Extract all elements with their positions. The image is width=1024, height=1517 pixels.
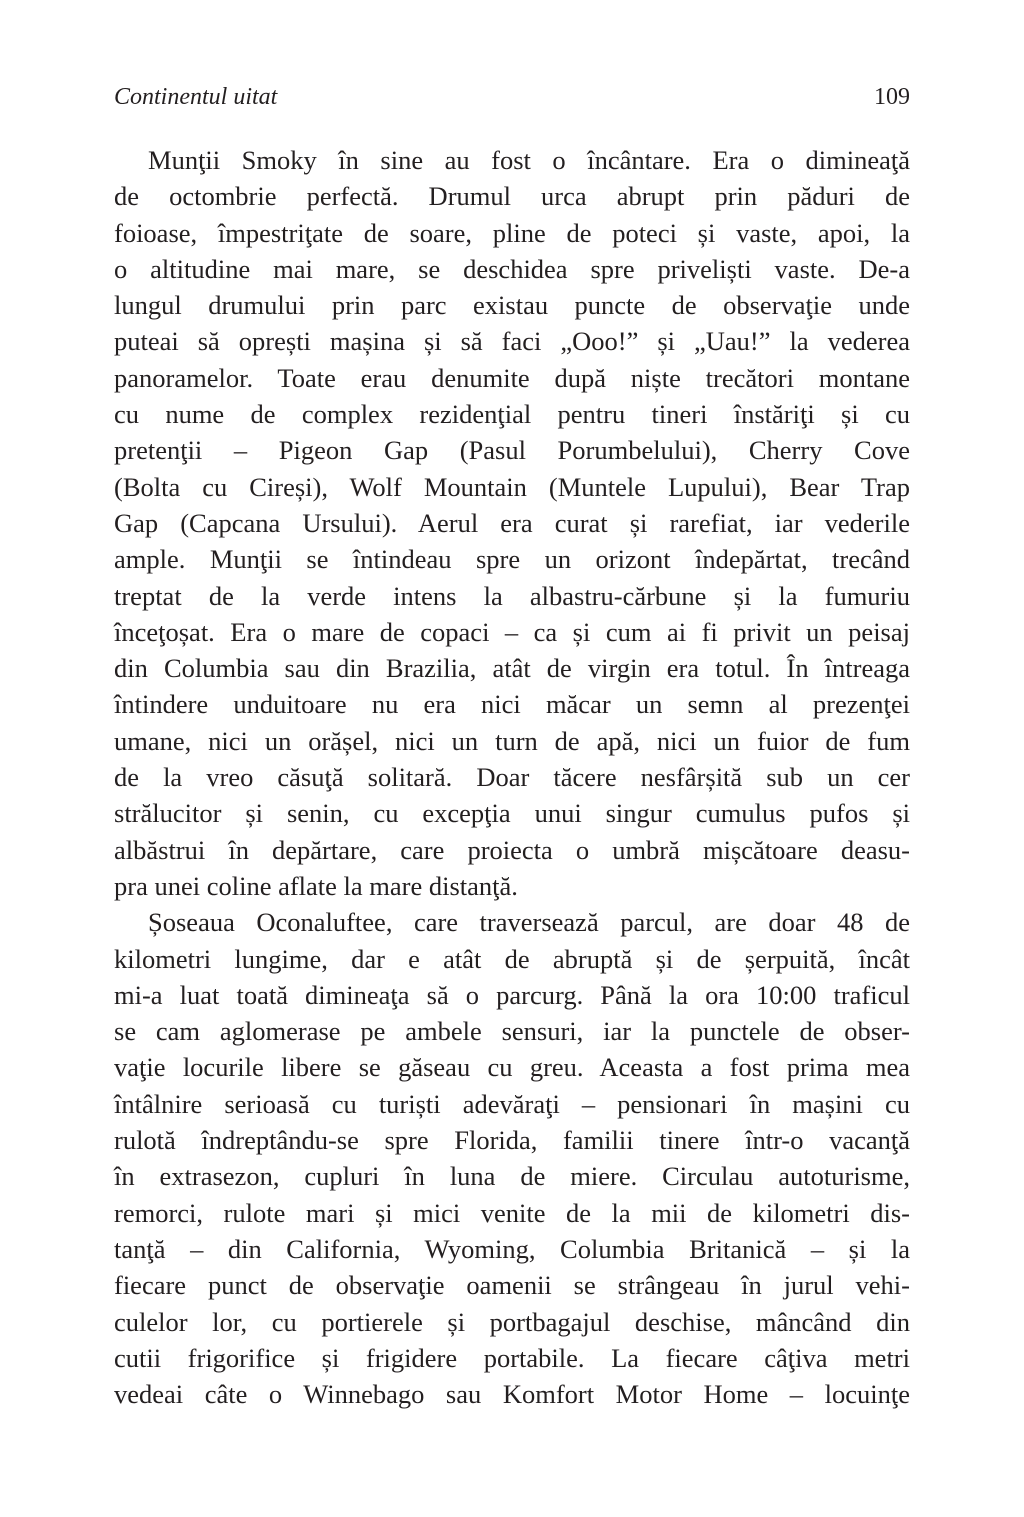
text-line: kilometri lungime, dar e atât de abruptă și de șerpuită, încât bbox=[114, 943, 910, 974]
text-line: fiecare punct de observaţie oamenii se strângeau în jurul vehi- bbox=[114, 1270, 910, 1301]
text-line: de octombrie perfectă. Drumul urca abrupt prin păduri de bbox=[114, 181, 910, 212]
text-line: vaţie locurile libere se găseau cu greu. Aceasta a fost prima mea bbox=[114, 1052, 910, 1083]
text-line: de la vreo căsuţă solitară. Doar tăcere nesfârșită sub un cer bbox=[114, 762, 910, 793]
page-number: 109 bbox=[874, 84, 910, 110]
text-line: întâlnire serioasă cu turiști adevăraţi – pensionari în mașini cu bbox=[114, 1088, 910, 1119]
paragraph-1 bbox=[114, 142, 910, 904]
text-line: rulotă îndreptându-se spre Florida, familii tinere într-o vacanţă bbox=[114, 1125, 910, 1156]
text-line: panoramelor. Toate erau denumite după niște trecători montane bbox=[114, 362, 910, 393]
text-line: ample. Munţii se întindeau spre un orizont îndepărtat, trecând bbox=[114, 544, 910, 575]
text-line: vedeai câte o Winnebago sau Komfort Motor Home – locuinţe bbox=[114, 1379, 910, 1410]
text-line: în extrasezon, cupluri în luna de miere. Circulau autoturisme, bbox=[114, 1161, 910, 1192]
text-line: remorci, rulote mari și mici venite de la mii de kilometri dis- bbox=[114, 1197, 910, 1228]
text-line: tanţă – din California, Wyoming, Columbia Britanică – și la bbox=[114, 1233, 910, 1264]
paragraph-2 bbox=[114, 904, 910, 1412]
text-line: cu nume de complex rezidenţial pentru tineri înstăriţi și cu bbox=[114, 399, 910, 430]
text-line: lungul drumului prin parc existau puncte de observaţie unde bbox=[114, 290, 910, 321]
text-line: foioase, împestriţate de soare, pline de poteci și vaste, apoi, la bbox=[114, 217, 910, 248]
text-line: albăstrui în depărtare, care proiecta o umbră mișcătoare deasu- bbox=[114, 834, 910, 865]
text-line: o altitudine mai mare, se deschidea spre priveliști vaste. De-a bbox=[114, 253, 910, 284]
text-line: înceţoșat. Era o mare de copaci – ca și cum ai fi privit un peisaj bbox=[114, 616, 910, 647]
text-line: strălucitor și senin, cu excepţia unui singur cumulus pufos și bbox=[114, 798, 910, 829]
body-text bbox=[114, 142, 910, 1412]
running-header bbox=[114, 84, 910, 124]
text-line: pretenţii – Pigeon Gap (Pasul Porumbelului), Cherry Cove bbox=[114, 435, 910, 466]
text-line: Munţii Smoky în sine au fost o încântare. Era o dimineaţă bbox=[148, 145, 910, 175]
text-line: culelor lor, cu portierele și portbagajul deschise, mâncând din bbox=[114, 1306, 910, 1337]
text-line: umane, nici un orășel, nici un turn de apă, nici un fuior de fum bbox=[114, 725, 910, 756]
text-line: puteai să oprești mașina și să faci „Ooo!” și „Uau!” la vederea bbox=[114, 326, 910, 357]
text-line: întindere unduitoare nu era nici măcar un semn al prezenţei bbox=[114, 689, 910, 720]
text-line: se cam aglomerase pe ambele sensuri, iar la punctele de obser- bbox=[114, 1016, 910, 1047]
text-line: din Columbia sau din Brazilia, atât de virgin era totul. În întreaga bbox=[114, 653, 910, 684]
text-line: Șoseaua Oconaluftee, care traversează parcul, are doar 48 de bbox=[148, 907, 910, 938]
text-line: mi-a luat toată dimineaţa să o parcurg. Până la ora 10:00 traficul bbox=[114, 979, 910, 1010]
text-line: treptat de la verde intens la albastru-cărbune și la fumuriu bbox=[114, 580, 910, 611]
running-title: Continentul uitat bbox=[114, 84, 278, 110]
book-page bbox=[114, 84, 910, 1412]
text-line: pra unei coline aflate la mare distanţă. bbox=[114, 870, 518, 901]
text-line: cutii frigorifice și frigidere portabile. La fiecare câţiva metri bbox=[114, 1342, 910, 1373]
text-line: (Bolta cu Cireși), Wolf Mountain (Muntele Lupului), Bear Trap bbox=[114, 471, 910, 502]
text-line: Gap (Capcana Ursului). Aerul era curat și rarefiat, iar vederile bbox=[114, 507, 910, 538]
